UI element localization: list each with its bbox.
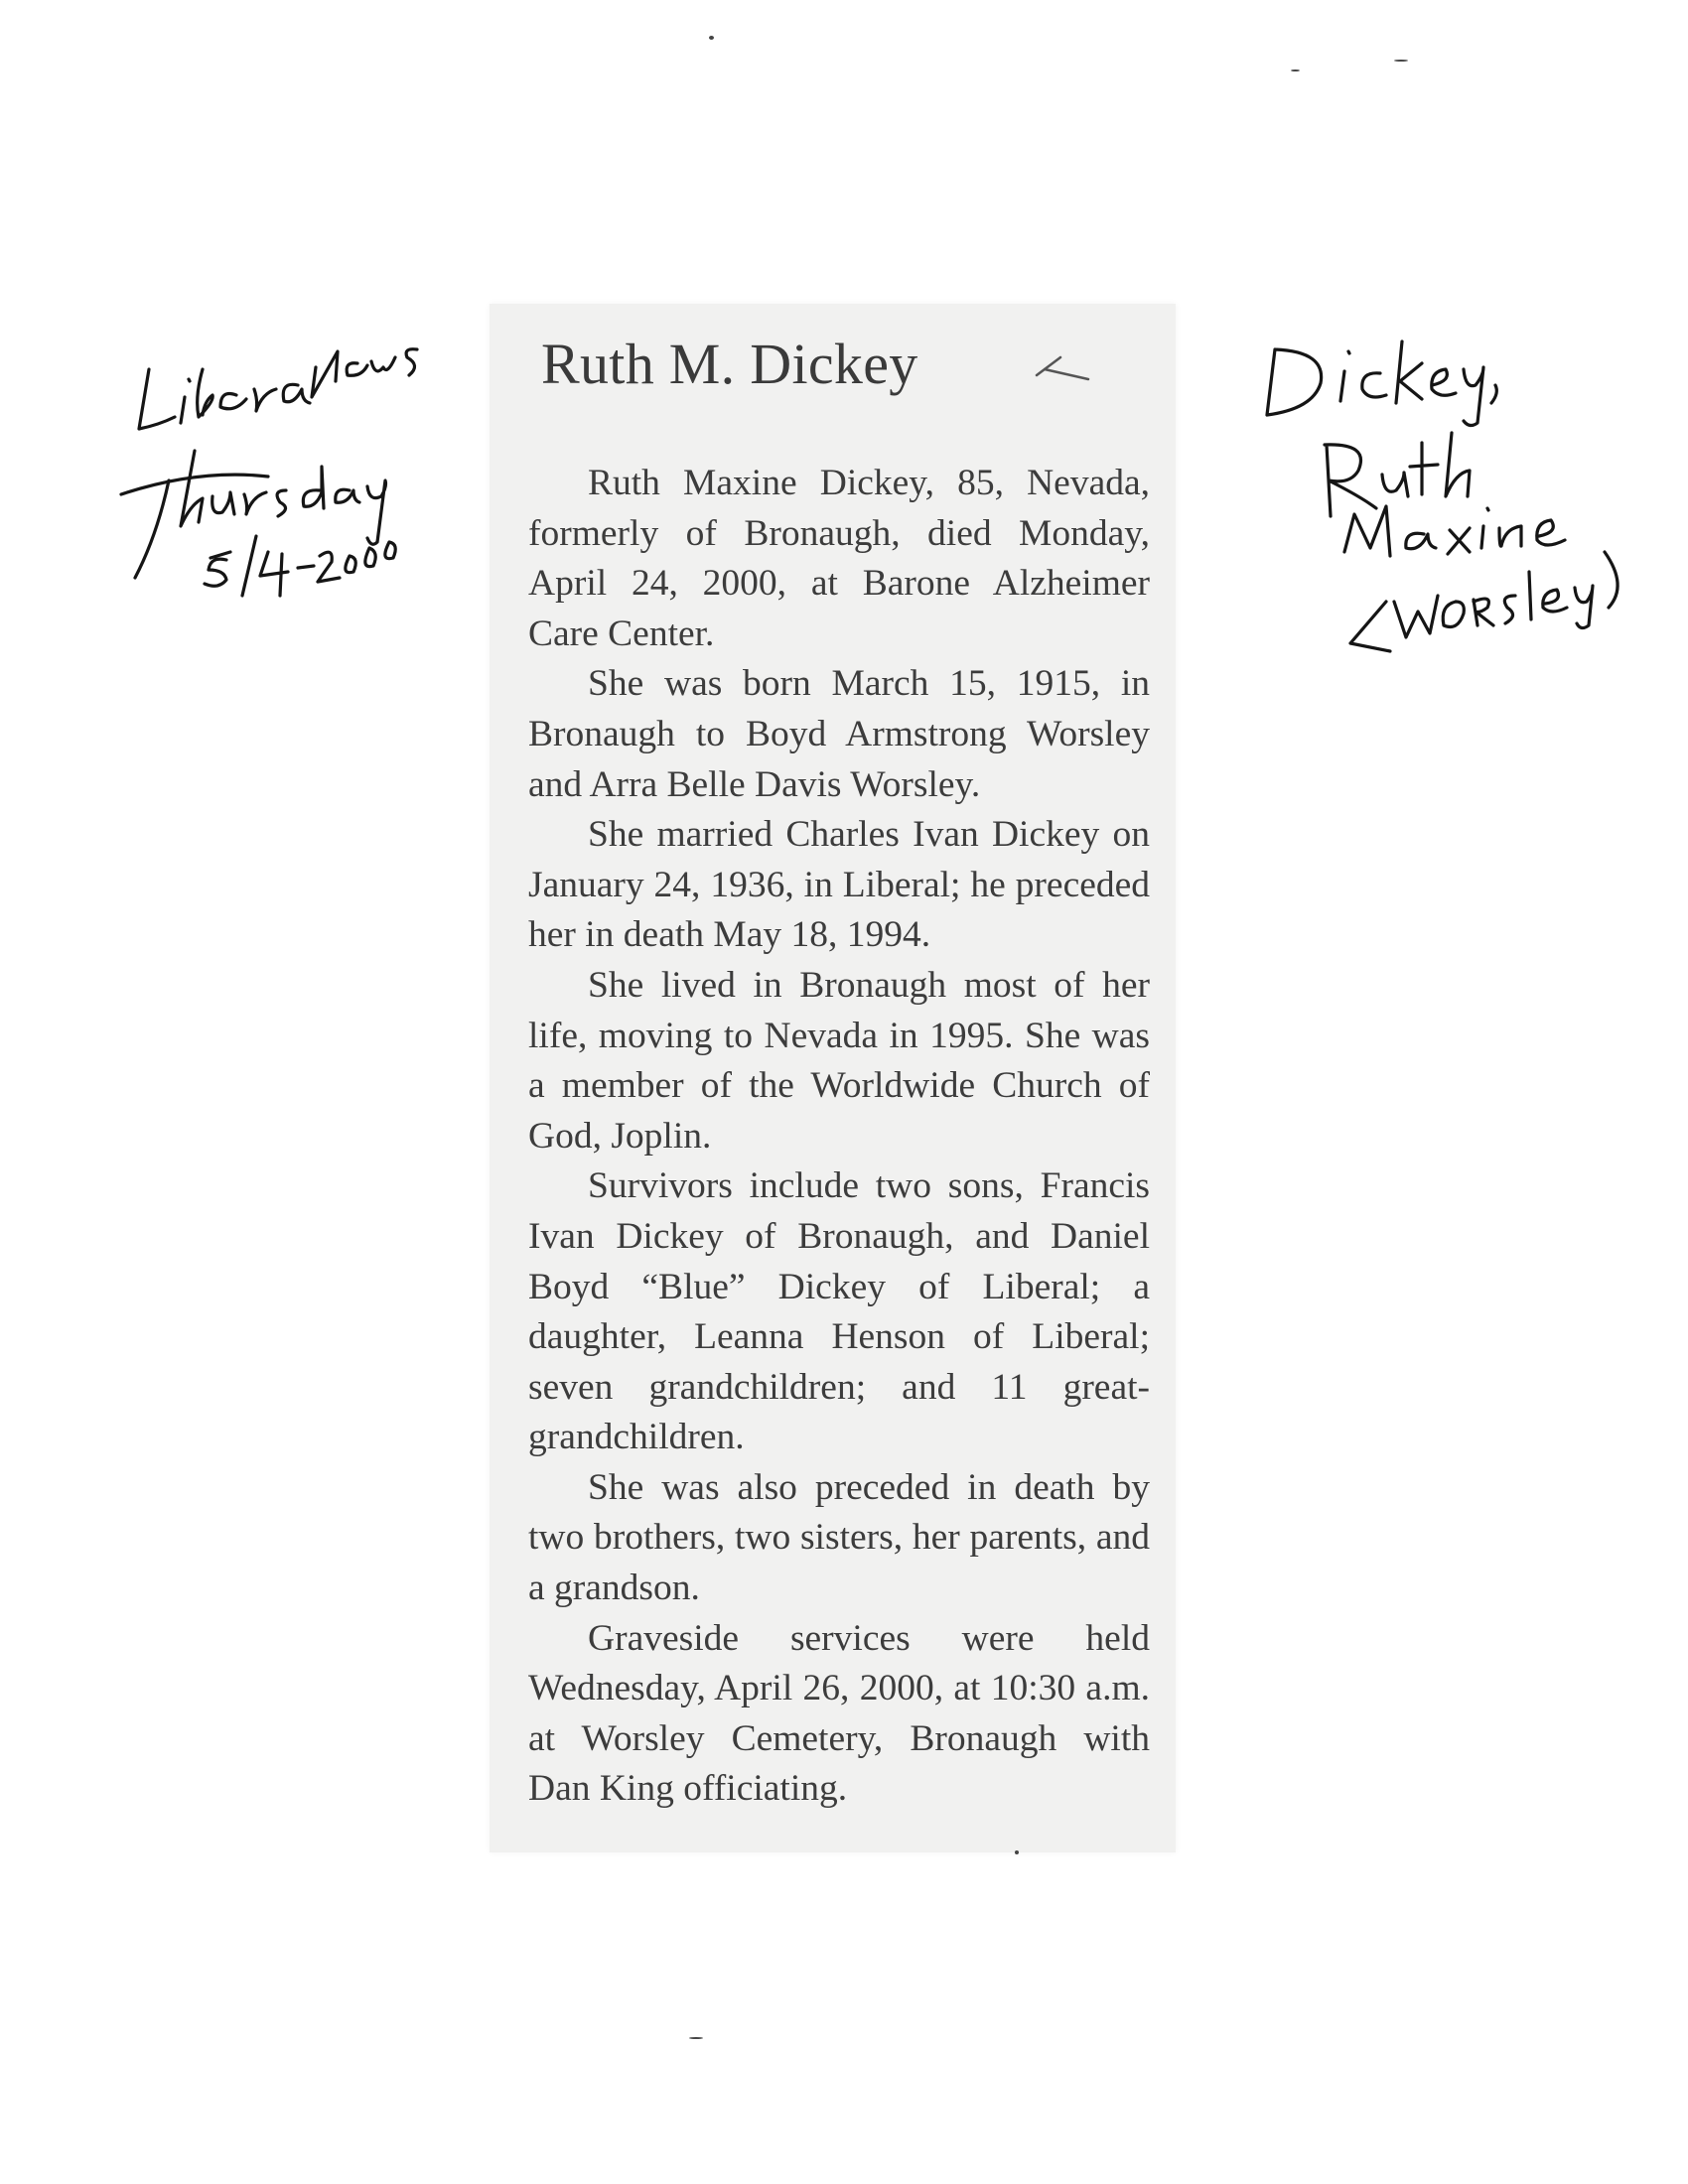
scan-speck [1394, 60, 1408, 62]
check-mark-icon [1033, 351, 1092, 385]
scan-speck [689, 2037, 703, 2039]
obituary-paragraph: Survivors include two sons, Francis Ivan Dickey of Bronaugh, and Daniel Boyd “Blue” Dickey of Liberal; a daughter, Leanna Henson of Liberal; seven grandchildren; and 11 great-grandchildren. [528, 1165, 1150, 1458]
handwritten-note-right [1267, 341, 1618, 651]
scan-speck [709, 36, 714, 40]
obituary-paragraph: Ruth Maxine Dickey, 85, Nevada, formerly of Bronaugh, died Monday, April 24, 2000, at Barone Alzheimer Care Center. [528, 463, 1150, 654]
handwritten-note-left [121, 349, 417, 596]
scan-speck [1291, 69, 1300, 71]
obituary-paragraph: She was also preceded in death by two brothers, two sisters, her parents, and a grandson. [528, 1466, 1150, 1609]
obituary-paragraph: Graveside services were held Wednesday, April 26, 2000, at 10:30 a.m. at Worsley Cemetery, Bronaugh with Dan King officiating. [528, 1617, 1150, 1810]
obituary-paragraph: She lived in Bronaugh most of her life, moving to Nevada in 1995. She was a member of the Worldwide Church of God, Joplin. [528, 964, 1150, 1157]
scan-speck [1015, 1850, 1019, 1854]
obituary-body [528, 459, 1150, 1815]
obituary-paragraph: She was born March 15, 1915, in Bronaugh to Boyd Armstrong Worsley and Arra Belle Davis Worsley. [528, 663, 1150, 805]
obituary-paragraph: She married Charles Ivan Dickey on January 24, 1936, in Liberal; he preceded her in death May 18, 1994. [528, 814, 1150, 956]
obituary-headline: Ruth M. Dickey [541, 332, 918, 396]
